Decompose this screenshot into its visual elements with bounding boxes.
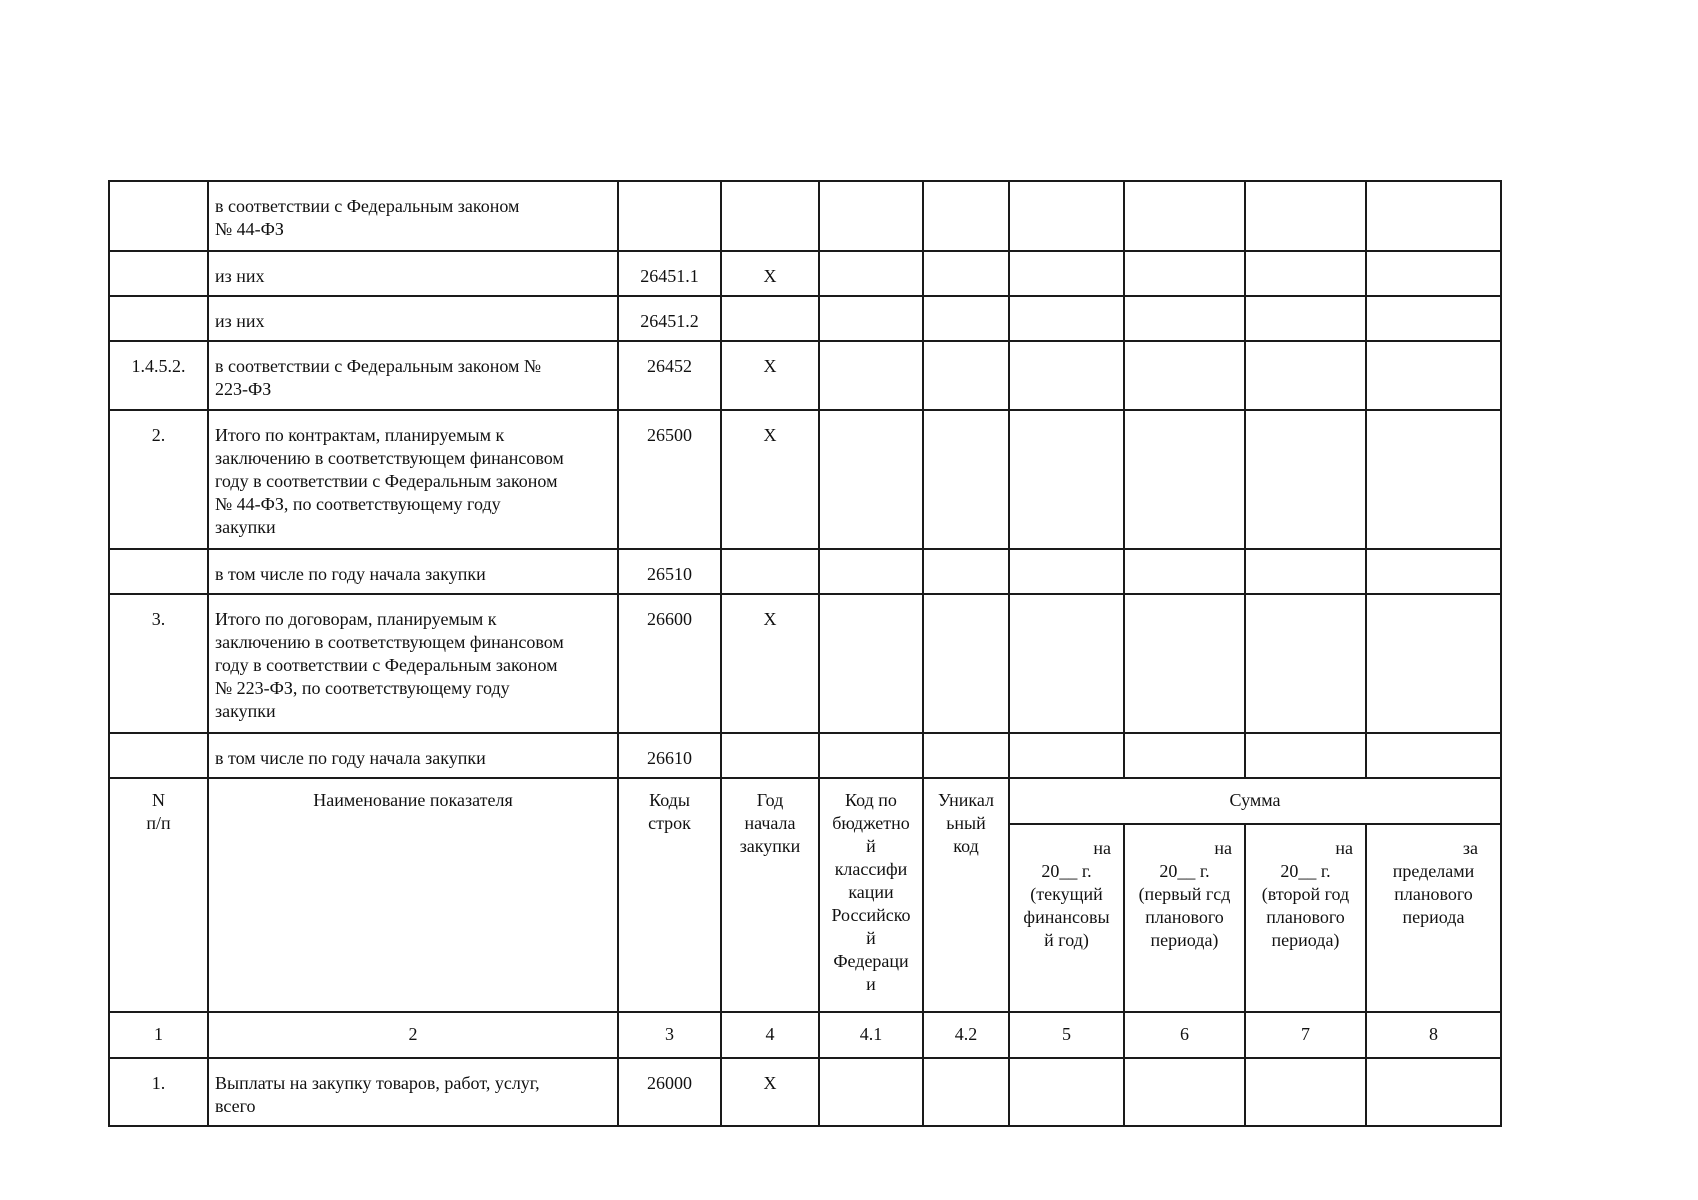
column-index-cell: 4 [721,1012,819,1058]
table-row [109,296,1501,341]
indicator-name-line: заключению в соответствующем финансовом [215,448,564,468]
table-row [109,251,1501,296]
year-of-purchase [721,733,819,778]
year-of-purchase: X [721,251,819,296]
year-of-purchase: X [721,341,819,410]
sum-beyond-cell [1366,181,1501,251]
unique-code-cell [923,594,1009,733]
indicator-name-line: из них [215,311,265,331]
row-code: 26510 [618,549,721,594]
sum-first-cell [1124,251,1245,296]
sum-beyond-cell [1366,296,1501,341]
sum-second-cell [1245,733,1366,778]
indicator-name-line: № 44-ФЗ [215,219,284,239]
sum-first-cell [1124,1058,1245,1126]
row-code: 26000 [618,1058,721,1126]
row-number [109,549,208,594]
indicator-name-line: в соответствии с Федеральным законом [215,196,520,216]
column-index-cell: 4.1 [819,1012,923,1058]
indicator-name [208,594,618,733]
indicator-name-line: № 44-ФЗ, по соответствующему году [215,494,501,514]
sum-beyond-cell [1366,1058,1501,1126]
sum-beyond-cell [1366,549,1501,594]
sum-first-cell [1124,549,1245,594]
header-period-first: на 20__ г. (первый гсд планового периода) [1124,824,1245,1012]
indicator-name-line: заключению в соответствующем финансовом [215,632,564,652]
unique-code-cell [923,341,1009,410]
row-number: 1.4.5.2. [109,341,208,410]
column-index-cell: 5 [1009,1012,1124,1058]
procurement-table [108,180,1502,1127]
indicator-name-line: закупки [215,701,276,721]
sum-current-cell [1009,733,1124,778]
sum-beyond-cell [1366,410,1501,549]
indicator-name-line: в том числе по году начала закупки [215,564,486,584]
column-index-cell: 6 [1124,1012,1245,1058]
header-row-main [109,778,1501,824]
unique-code-cell [923,296,1009,341]
unique-code-cell [923,181,1009,251]
indicator-name [208,181,618,251]
budget-code-cell [819,1058,923,1126]
header-year: Год начала закупки [721,778,819,1012]
budget-code-cell [819,341,923,410]
sum-second-cell [1245,341,1366,410]
year-of-purchase: X [721,410,819,549]
budget-code-cell [819,733,923,778]
sum-second-cell [1245,549,1366,594]
unique-code-cell [923,549,1009,594]
year-of-purchase: X [721,1058,819,1126]
header-period-second: на 20__ г. (второй год планового периода) [1245,824,1366,1012]
sum-current-cell [1009,251,1124,296]
row-code: 26600 [618,594,721,733]
sum-first-cell [1124,296,1245,341]
table-body-bottom [109,1058,1501,1126]
header-period-current: на 20__ г. (текущий финансовы й год) [1009,824,1124,1012]
header-codes: Коды строк [618,778,721,1012]
row-number [109,181,208,251]
table-row [109,410,1501,549]
budget-code-cell [819,251,923,296]
budget-code-cell [819,594,923,733]
column-index-cell: 1 [109,1012,208,1058]
sum-second-cell [1245,181,1366,251]
table-header [109,778,1501,1058]
year-of-purchase [721,549,819,594]
row-code: 26500 [618,410,721,549]
unique-code-cell [923,1058,1009,1126]
sum-second-cell [1245,594,1366,733]
table-row [109,733,1501,778]
header-num: N п/п [109,778,208,1012]
header-unique-code: Уникал ьный код [923,778,1009,1012]
sum-first-cell [1124,181,1245,251]
sum-beyond-cell [1366,733,1501,778]
indicator-name-line: году в соответствии с Федеральным законом [215,655,558,675]
table-row [109,181,1501,251]
column-index-cell: 7 [1245,1012,1366,1058]
sum-first-cell [1124,594,1245,733]
row-number: 2. [109,410,208,549]
sum-second-cell [1245,410,1366,549]
indicator-name [208,341,618,410]
sum-beyond-cell [1366,341,1501,410]
unique-code-cell [923,251,1009,296]
sum-current-cell [1009,410,1124,549]
header-sum: Сумма [1009,778,1501,824]
year-of-purchase: X [721,594,819,733]
budget-code-cell [819,296,923,341]
sum-second-cell [1245,251,1366,296]
indicator-name [208,410,618,549]
sum-beyond-cell [1366,594,1501,733]
unique-code-cell [923,410,1009,549]
header-budget-code: Код по бюджетно й классифи кации Российско й Федераци и [819,778,923,1012]
sum-current-cell [1009,549,1124,594]
indicator-name-line: из них [215,266,265,286]
indicator-name-line: в том числе по году начала закупки [215,748,486,768]
year-of-purchase [721,296,819,341]
row-number [109,251,208,296]
column-index-cell: 3 [618,1012,721,1058]
column-index-cell: 8 [1366,1012,1501,1058]
year-of-purchase [721,181,819,251]
indicator-name [208,549,618,594]
row-code: 26452 [618,341,721,410]
header-name: Наименование показателя [208,778,618,1012]
indicator-name [208,733,618,778]
row-number [109,733,208,778]
table-row [109,1058,1501,1126]
budget-code-cell [819,410,923,549]
indicator-name-line: Выплаты на закупку товаров, работ, услуг, [215,1073,540,1093]
column-index-cell: 4.2 [923,1012,1009,1058]
sum-current-cell [1009,341,1124,410]
unique-code-cell [923,733,1009,778]
column-index-cell: 2 [208,1012,618,1058]
sum-current-cell [1009,181,1124,251]
table-row [109,549,1501,594]
sum-current-cell [1009,1058,1124,1126]
sum-first-cell [1124,410,1245,549]
indicator-name [208,1058,618,1126]
row-code: 26610 [618,733,721,778]
sum-second-cell [1245,296,1366,341]
indicator-name [208,296,618,341]
table-row [109,594,1501,733]
row-code [618,181,721,251]
indicator-name-line: закупки [215,517,276,537]
indicator-name-line: году в соответствии с Федеральным законом [215,471,558,491]
indicator-name-line: всего [215,1096,256,1116]
indicator-name-line: 223-ФЗ [215,379,272,399]
budget-code-cell [819,549,923,594]
table-row [109,341,1501,410]
sum-beyond-cell [1366,251,1501,296]
indicator-name-line: Итого по договорам, планируемым к [215,609,497,629]
sum-current-cell [1009,296,1124,341]
row-number [109,296,208,341]
sum-second-cell [1245,1058,1366,1126]
indicator-name [208,251,618,296]
row-code: 26451.1 [618,251,721,296]
budget-code-cell [819,181,923,251]
indicator-name-line: Итого по контрактам, планируемым к [215,425,505,445]
header-period-beyond: за пределами планового периода [1366,824,1501,1012]
indicator-name-line: № 223-ФЗ, по соответствующему году [215,678,510,698]
column-index-row [109,1012,1501,1058]
row-number: 1. [109,1058,208,1126]
row-code: 26451.2 [618,296,721,341]
sum-first-cell [1124,341,1245,410]
sum-first-cell [1124,733,1245,778]
sum-current-cell [1009,594,1124,733]
indicator-name-line: в соответствии с Федеральным законом № [215,356,542,376]
row-number: 3. [109,594,208,733]
table-body-top [109,181,1501,778]
